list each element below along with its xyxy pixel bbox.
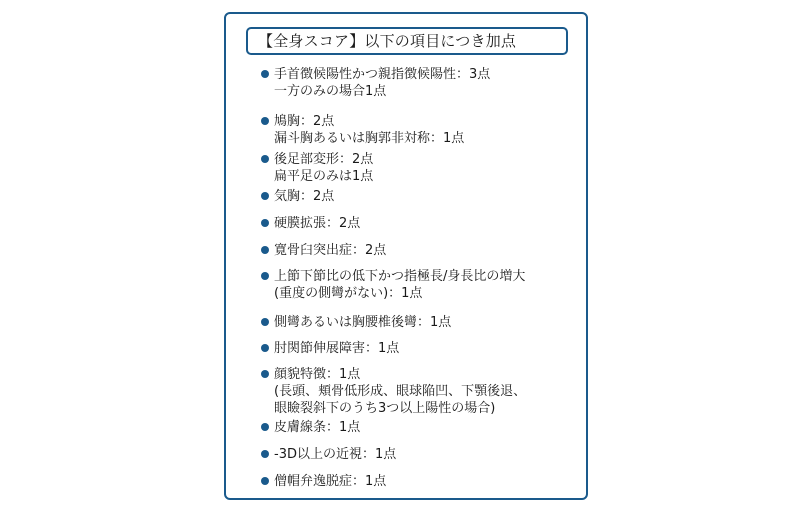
bullet-icon: [261, 344, 269, 352]
score-item: [261, 473, 386, 490]
score-item-note: 一方のみの場合1点: [274, 84, 387, 99]
score-item-text: 硬膜拡張：2点: [274, 216, 361, 231]
bullet-icon: [261, 246, 269, 254]
score-item-text: 寛骨臼突出症：2点: [274, 243, 387, 258]
bullet-icon: [261, 423, 269, 431]
score-item-text: 上節下節比の低下かつ指極長/身長比の増大: [274, 269, 526, 284]
score-item-text: 僧帽弁逸脱症：1点: [274, 474, 387, 489]
bullet-icon: [261, 117, 269, 125]
score-item-text: 側彎あるいは胸腰椎後彎：1点: [274, 315, 452, 330]
score-item-note: 扁平足のみは1点: [274, 169, 374, 184]
score-item: [261, 268, 525, 302]
score-item-text: 鳩胸：2点: [274, 114, 335, 129]
score-item: [261, 242, 386, 259]
score-item-text: 後足部変形：2点: [274, 152, 374, 167]
score-item-text: 顔貌特徴：1点: [274, 367, 361, 382]
score-item: [261, 188, 334, 205]
score-item-note: (重度の側彎がない)：1点: [274, 286, 423, 301]
bullet-icon: [261, 370, 269, 378]
score-item: [261, 340, 399, 357]
score-item-text: 皮膚線条：1点: [274, 420, 361, 435]
score-item: [261, 113, 464, 147]
score-item: [261, 66, 490, 100]
score-card: [224, 12, 588, 500]
bullet-icon: [261, 272, 269, 280]
score-item-text: 手首徴候陽性かつ親指徴候陽性：3点: [274, 67, 491, 82]
bullet-icon: [261, 192, 269, 200]
score-item: [261, 446, 396, 463]
score-item: [261, 151, 373, 185]
bullet-icon: [261, 155, 269, 163]
score-item: [261, 366, 526, 417]
score-item-text: 肘関節伸展障害：1点: [274, 341, 400, 356]
bullet-icon: [261, 477, 269, 485]
score-item: [261, 215, 360, 232]
bullet-icon: [261, 219, 269, 227]
score-item-text: 気胸：2点: [274, 189, 335, 204]
score-item: [261, 419, 360, 436]
bullet-icon: [261, 318, 269, 326]
score-item-note: (長頭、頬骨低形成、眼球陥凹、下顎後退、: [274, 384, 527, 399]
score-card-title: 【全身スコア】以下の項目につき加点: [246, 27, 568, 55]
bullet-icon: [261, 450, 269, 458]
score-item-note: 眼瞼裂斜下のうち3つ以上陽性の場合): [274, 401, 496, 416]
score-item-note: 漏斗胸あるいは胸郭非対称：1点: [274, 131, 465, 146]
score-item-list: [226, 14, 586, 498]
score-item: [261, 314, 451, 331]
score-item-text: -3D以上の近視：1点: [274, 447, 397, 462]
bullet-icon: [261, 70, 269, 78]
